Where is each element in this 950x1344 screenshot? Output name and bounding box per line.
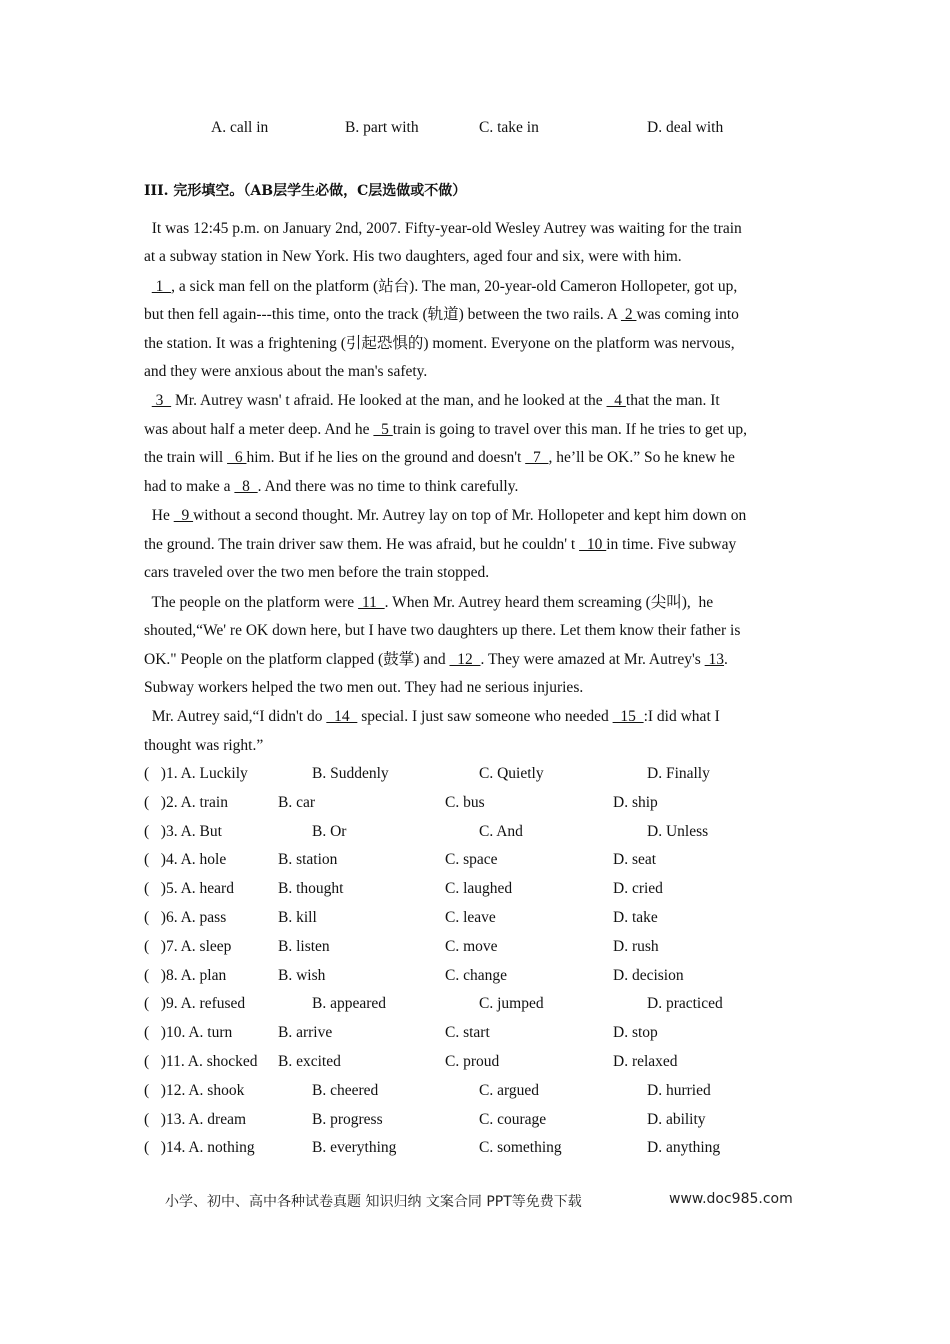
answer-blank: 2: [620, 306, 637, 323]
answer-blank: 7: [525, 449, 549, 466]
question-stem-option-a: ( )1. A. Luckily: [144, 765, 248, 782]
passage-line: [144, 737, 263, 755]
answer-blank: 6: [227, 449, 247, 466]
option-c: C. something: [479, 1139, 562, 1157]
passage-text: him. But if he lies on the ground and doesn't: [246, 449, 526, 466]
answer-blank: 1: [151, 278, 172, 295]
passage-text: thought was right.”: [144, 737, 264, 754]
passage-text: shouted,“We' re OK down here, but I have two daughters up there. Let them know their father is: [144, 622, 741, 639]
option-c: C. courage: [479, 1110, 547, 1128]
passage-text: cars traveled over the two men before the train stopped.: [144, 564, 490, 581]
answer-blank: 5: [373, 421, 393, 438]
option-b: B. appeared: [312, 995, 387, 1013]
passage-text: was coming into: [636, 306, 739, 323]
passage-text: but then fell again---this time, onto the track (轨道) between the two rails. A: [144, 306, 621, 323]
footer-url: www.doc985.com: [669, 1191, 793, 1207]
option-b: B. car: [278, 793, 316, 811]
passage-text: OK." People on the platform clapped (鼓掌) and: [144, 651, 450, 668]
option-d: D. practiced: [647, 995, 723, 1013]
answer-blank: 3: [151, 392, 172, 409]
question-stem-option-a: ( )10. A. turn: [144, 1024, 233, 1042]
passage-line: [144, 679, 583, 697]
option-b: B. everything: [312, 1139, 397, 1157]
passage-line: [144, 278, 737, 296]
option-b: B. listen: [278, 937, 330, 955]
passage-line: [144, 594, 713, 612]
section-heading: III. 完形填空。（AB层学生必做，C层选做或不做）: [144, 183, 467, 199]
option-b: B. kill: [278, 909, 317, 926]
prev-option-d: D. deal with: [647, 119, 724, 136]
option-d: D. Unless: [647, 822, 709, 840]
option-c: C. And: [479, 822, 523, 840]
passage-text: the station. It was a frightening (引起恐惧的) moment. Everyone on the platform was nervous,: [144, 335, 735, 352]
option-c: C. move: [445, 937, 498, 955]
passage-text: at a subway station in New York. His two daughters, aged four and six, were with him.: [144, 248, 682, 265]
option-d: D. take: [613, 909, 658, 926]
passage-text: It was 12:45 p.m. on January 2nd, 2007. Fifty-year-old Wesley Autrey was waiting for the train: [144, 220, 742, 237]
passage-text: . They were amazed at Mr. Autrey's: [480, 651, 705, 668]
answer-blank: 8: [234, 478, 258, 495]
option-c: C. laughed: [445, 880, 513, 898]
option-d: D. cried: [613, 880, 663, 898]
option-c: C. Quietly: [479, 765, 544, 782]
option-b: B. excited: [278, 1053, 341, 1070]
passage-text: Mr. Autrey wasn' t afraid. He looked at the man, and he looked at the: [171, 392, 607, 409]
prev-option-a: A. call in: [211, 119, 269, 136]
passage-text: the ground. The train driver saw them. He was afraid, but he couldn' t: [144, 536, 580, 553]
passage-line: [144, 564, 489, 582]
passage-text: train is going to travel over this man. If he tries to get up,: [392, 421, 748, 438]
passage-line: [144, 478, 518, 496]
passage-text: , a sick man fell on the platform (站台). The man, 20-year-old Cameron Hollopeter, got up,: [171, 278, 738, 295]
passage-text: had to make a: [144, 478, 235, 495]
passage-line: [144, 507, 746, 525]
question-stem-option-a: ( )3. A. But: [144, 822, 222, 840]
passage-line: [144, 651, 728, 669]
passage-text: [144, 278, 152, 295]
option-d: D. relaxed: [613, 1053, 678, 1070]
question-stem-option-a: ( )6. A. pass: [144, 909, 227, 926]
passage-line: [144, 363, 427, 381]
answer-blank: 4: [606, 392, 626, 409]
passage-text: without a second thought. Mr. Autrey lay on top of Mr. Hollopeter and kept him down on: [193, 507, 747, 524]
answer-blank: 11: [358, 594, 385, 611]
passage-text: that the man. It: [625, 392, 720, 409]
option-b: B. Suddenly: [312, 765, 389, 782]
option-b: B. station: [278, 851, 338, 869]
option-c: C. bus: [445, 793, 485, 811]
passage-text: in time. Five subway: [606, 536, 737, 553]
passage-text: was about half a meter deep. And he: [144, 421, 374, 438]
passage-text: [144, 392, 152, 409]
passage-line: [144, 335, 735, 353]
passage-line: [144, 248, 682, 266]
passage-line: [144, 306, 739, 324]
option-c: C. start: [445, 1024, 490, 1042]
option-d: D. seat: [613, 851, 657, 869]
passage-line: [144, 622, 740, 640]
option-c: C. leave: [445, 909, 496, 926]
passage-line: [144, 392, 720, 410]
passage-text: :I did what I: [643, 708, 720, 725]
question-stem-option-a: ( )12. A. shook: [144, 1081, 245, 1099]
option-d: D. rush: [613, 937, 659, 955]
passage-text: He: [144, 507, 174, 524]
option-c: C. proud: [445, 1053, 500, 1070]
question-stem-option-a: ( )8. A. plan: [144, 966, 227, 984]
passage-line: [144, 708, 720, 726]
option-d: D. Finally: [647, 765, 710, 782]
passage-text: The people on the platform were: [144, 594, 359, 611]
question-stem-option-a: ( )13. A. dream: [144, 1110, 247, 1128]
passage-line: [144, 421, 747, 439]
answer-blank: 13: [704, 651, 725, 668]
option-c: C. jumped: [479, 995, 544, 1013]
option-c: C. argued: [479, 1081, 539, 1099]
passage-text: Mr. Autrey said,“I didn't do: [144, 708, 327, 725]
footer-text: 小学、初中、高中各种试卷真题 知识归纳 文案合同 PPT等免费下载: [165, 1194, 582, 1210]
passage-text: , he’ll be OK.” So he knew he: [548, 449, 735, 466]
question-stem-option-a: ( )11. A. shocked: [144, 1053, 258, 1070]
passage-text: special. I just saw someone who needed: [357, 708, 613, 725]
question-stem-option-a: ( )9. A. refused: [144, 995, 246, 1013]
passage-text: Subway workers helped the two men out. They had ne serious injuries.: [144, 679, 584, 696]
question-stem-option-a: ( )14. A. nothing: [144, 1139, 255, 1157]
passage-text: the train will: [144, 449, 228, 466]
passage-text: and they were anxious about the man's safety.: [144, 363, 428, 380]
option-d: D. ship: [613, 793, 658, 811]
option-c: C. space: [445, 851, 498, 869]
option-d: D. hurried: [647, 1081, 711, 1099]
passage-line: [144, 536, 736, 554]
passage-text: . And there was no time to think carefully.: [257, 478, 519, 495]
answer-blank: 12: [449, 651, 481, 668]
option-b: B. cheered: [312, 1081, 379, 1099]
option-d: D. decision: [613, 966, 684, 984]
option-b: B. progress: [312, 1110, 383, 1128]
option-b: B. thought: [278, 880, 344, 898]
option-d: D. anything: [647, 1139, 721, 1157]
passage-line: [144, 220, 742, 238]
prev-option-b: B. part with: [345, 119, 419, 136]
passage-text: . When Mr. Autrey heard them screaming (尖叫), he: [384, 594, 714, 611]
answer-blank: 10: [579, 536, 607, 553]
answer-blank: 9: [173, 507, 194, 524]
question-stem-option-a: ( )5. A. heard: [144, 880, 234, 898]
option-d: D. stop: [613, 1024, 658, 1042]
option-b: B. wish: [278, 966, 326, 984]
answer-blank: 14: [326, 708, 358, 725]
option-c: C. change: [445, 966, 507, 984]
passage-text: .: [724, 651, 728, 668]
option-b: B. arrive: [278, 1024, 333, 1042]
option-d: D. ability: [647, 1110, 706, 1128]
question-stem-option-a: ( )7. A. sleep: [144, 937, 232, 955]
answer-blank: 15: [612, 708, 644, 725]
option-b: B. Or: [312, 822, 347, 840]
question-stem-option-a: ( )4. A. hole: [144, 851, 227, 869]
prev-option-c: C. take in: [479, 119, 539, 136]
question-stem-option-a: ( )2. A. train: [144, 793, 228, 811]
passage-line: [144, 449, 735, 467]
